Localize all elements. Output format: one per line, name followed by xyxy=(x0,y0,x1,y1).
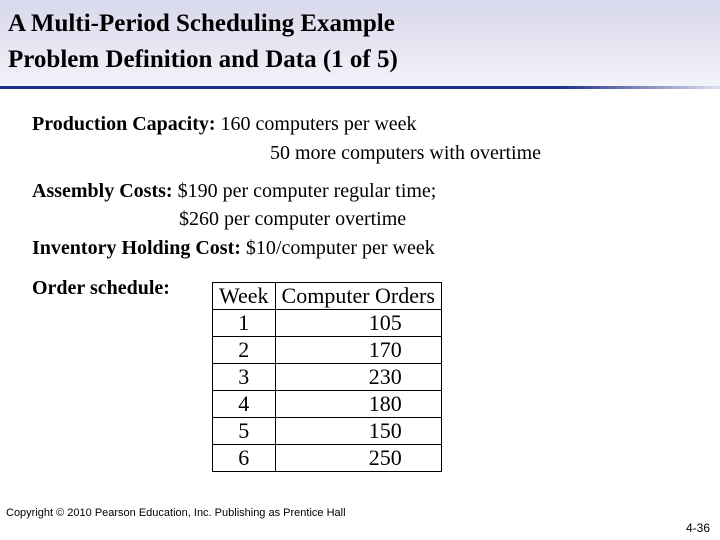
copyright-notice: Copyright © 2010 Pearson Education, Inc. Publishing as Prentice Hall xyxy=(6,507,346,519)
table-row xyxy=(213,445,442,472)
table-row xyxy=(213,364,442,391)
table-row xyxy=(213,391,442,418)
assembly-costs-line xyxy=(32,179,436,203)
table-row xyxy=(213,310,442,337)
table-row xyxy=(213,337,442,364)
week-column-header: Week xyxy=(213,283,276,310)
orders-cell: 250 xyxy=(275,445,441,472)
production-capacity-label: Production Capacity: xyxy=(32,113,216,135)
inventory-holding-value: $10/computer per week xyxy=(240,237,435,259)
orders-cell: 170 xyxy=(275,337,441,364)
title-underline xyxy=(0,86,560,89)
assembly-costs-value: $190 per computer regular time; xyxy=(172,180,437,202)
week-cell: 2 xyxy=(213,337,276,364)
slide-title-line-2: Problem Definition and Data (1 of 5) xyxy=(8,46,398,73)
page-number: 4-36 xyxy=(685,521,710,535)
production-capacity-line xyxy=(32,112,417,136)
slide-title-line-1: A Multi-Period Scheduling Example xyxy=(8,10,395,37)
assembly-costs-label: Assembly Costs: xyxy=(32,180,173,202)
orders-cell: 180 xyxy=(275,391,441,418)
orders-cell: 230 xyxy=(275,364,441,391)
inventory-holding-line xyxy=(32,236,435,260)
title-underline-fade xyxy=(560,86,720,89)
order-schedule-table xyxy=(212,282,442,472)
table-row xyxy=(213,418,442,445)
orders-cell: 105 xyxy=(275,310,441,337)
inventory-holding-label: Inventory Holding Cost: xyxy=(32,237,241,259)
week-cell: 6 xyxy=(213,445,276,472)
production-capacity-value: 160 computers per week xyxy=(215,113,417,135)
week-cell: 1 xyxy=(213,310,276,337)
overtime-capacity-line: 50 more computers with overtime xyxy=(270,142,542,164)
table-header-row xyxy=(213,283,442,310)
order-schedule-label: Order schedule: xyxy=(32,277,170,299)
orders-cell: 150 xyxy=(275,418,441,445)
week-cell: 4 xyxy=(213,391,276,418)
computer-orders-column-header: Computer Orders xyxy=(275,283,441,310)
week-cell: 5 xyxy=(213,418,276,445)
week-cell: 3 xyxy=(213,364,276,391)
overtime-cost-line: $260 per computer overtime xyxy=(179,208,407,230)
